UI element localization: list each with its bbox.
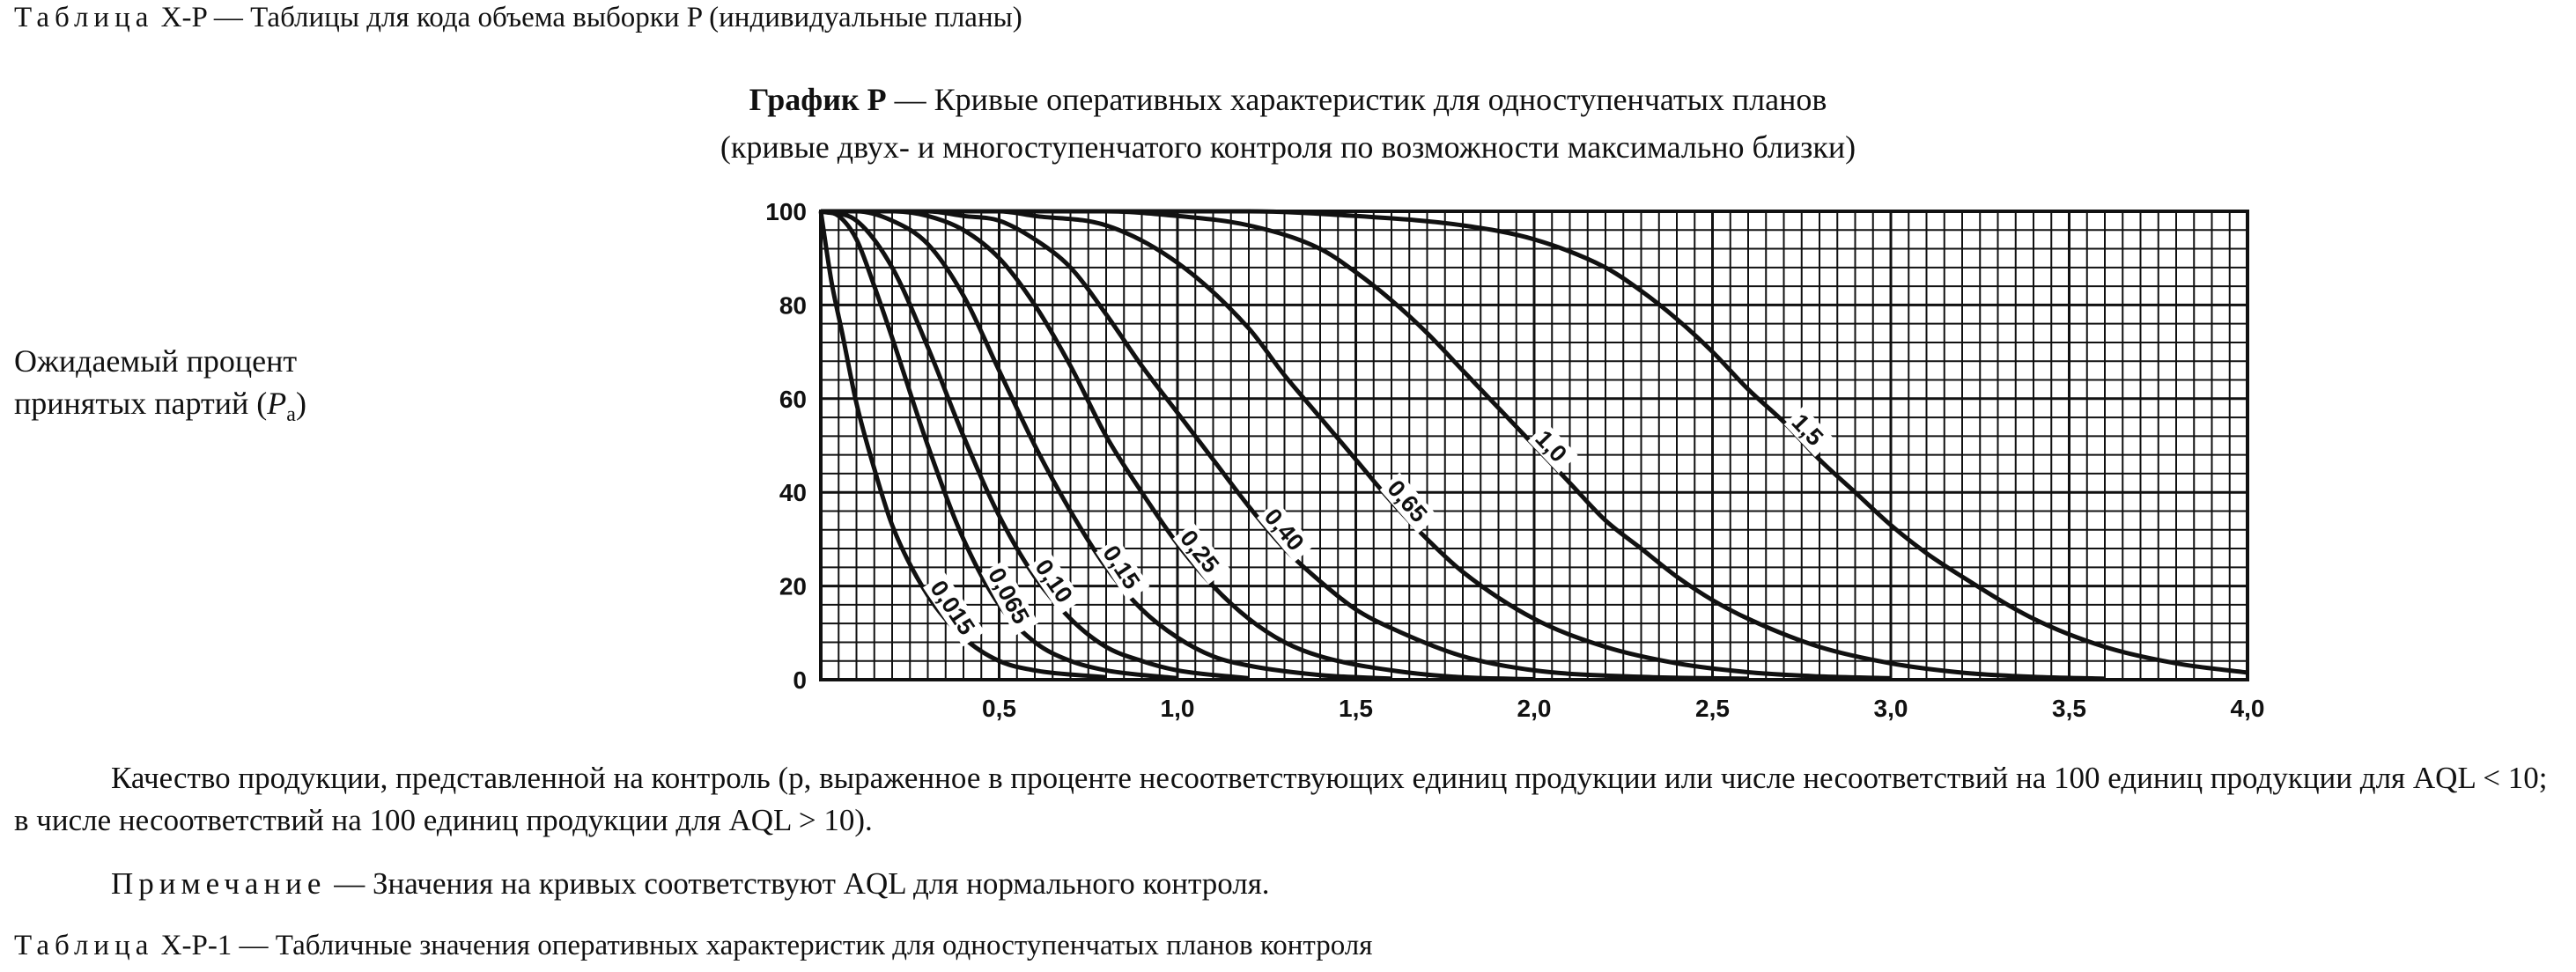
y-tick-label: 60 (779, 385, 807, 413)
curve-label: 0,15 (1097, 541, 1146, 594)
y-tick-label: 100 (765, 198, 807, 225)
y-axis-label-line1: Ожидаемый процент (14, 343, 298, 379)
curve-label: 0,65 (1382, 475, 1433, 527)
curve-label: 1,0 (1530, 424, 1573, 468)
x-tick-label: 2,5 (1695, 695, 1730, 722)
y-tick-label: 20 (779, 572, 807, 600)
chart-caption: Качество продукции, представленной на контроль (p, выраженное в проценте несоответствующих единиц продукции или числе несоответствий на 100 единиц продукции для AQL < 10; в числе несоответствий на 100 единиц продукции для AQL > 10). (14, 761, 2548, 837)
x-tick-label: 1,5 (1339, 695, 1373, 722)
y-tick-label: 0 (793, 666, 807, 694)
curve-label: 0,40 (1258, 503, 1310, 556)
table-title-rest: X-P — Таблицы для кода объема выборки P (индивидуальные планы) (160, 2, 1022, 33)
table-title-prefix: Таблица (14, 2, 154, 33)
curve-label: 1,5 (1786, 409, 1829, 452)
footer-title-prefix: Таблица (14, 930, 154, 961)
note-rest: — Значения на кривых соответствуют AQL для нормального контроля. (326, 866, 1270, 901)
y-tick-label: 40 (779, 479, 807, 507)
x-tick-label: 0,5 (982, 695, 1016, 722)
x-tick-label: 2,0 (1517, 695, 1552, 722)
x-tick-label: 1,0 (1160, 695, 1195, 722)
y-axis-label-line2: принятых партий $(P_a)$ (14, 386, 306, 427)
curve-label: 0,065 (982, 563, 1035, 629)
table-title-footer (14, 930, 1372, 962)
curve-label: 0,10 (1030, 554, 1078, 608)
x-tick-label: 3,0 (1873, 695, 1908, 722)
note-prefix: Примечание (111, 866, 327, 901)
chart-title-rest: — Кривые оперативных характеристик для одноступенчатых планов (886, 82, 1827, 117)
curve-label: 0,015 (925, 575, 980, 640)
chart-ticks (765, 198, 2264, 722)
note (111, 866, 1270, 902)
chart-title-line2: (кривые двух- и многоступенчатого контроля по возможности максимально близки) (720, 129, 1856, 165)
x-tick-label: 4,0 (2230, 695, 2265, 722)
footer-title-rest: X-P-1 — Табличные значения оперативных характеристик для одноступенчатых планов контроля (160, 930, 1373, 961)
curve-label: 0,25 (1175, 525, 1225, 578)
x-tick-label: 3,5 (2052, 695, 2086, 722)
chart-title-bold: График P (749, 82, 887, 117)
y-tick-label: 80 (779, 291, 807, 320)
